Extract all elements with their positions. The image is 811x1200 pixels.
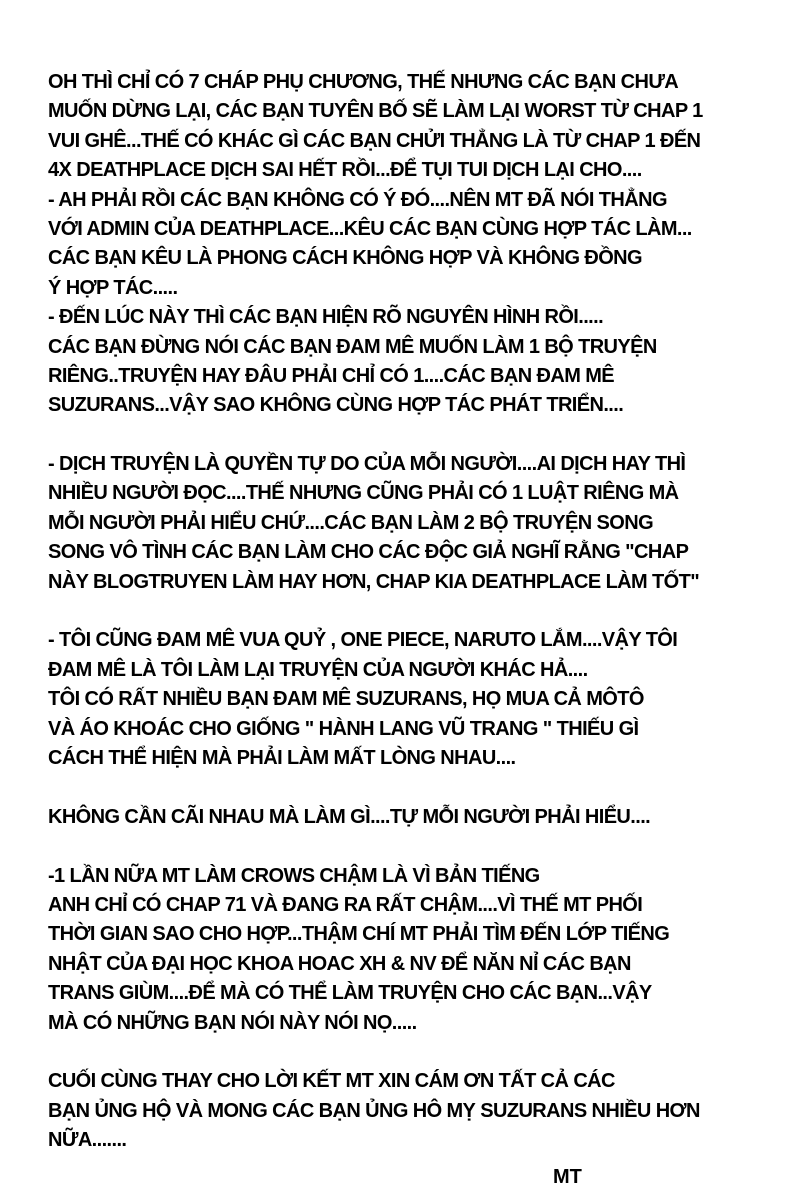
note-line: KHÔNG CẦN CÃI NHAU MÀ LÀM GÌ....TỰ MỖI NGƯỜI PHẢI HIỂU....: [48, 805, 651, 828]
note-line: CÁCH THỂ HIỆN MÀ PHẢI LÀM MẤT LÒNG NHAU....: [48, 746, 516, 769]
note-line: BẠN ỦNG HỘ VÀ MONG CÁC BẠN ỦNG HÔ MỴ SUZURANS NHIỀU HƠN: [48, 1099, 700, 1122]
note-line: TÔI CÓ RẤT NHIỀU BẠN ĐAM MÊ SUZURANS, HỌ MUA CẢ MÔTÔ: [48, 688, 644, 711]
note-line: VÀ ÁO KHOÁC CHO GIỐNG " HÀNH LANG VŨ TRANG " THIẾU GÌ: [48, 717, 639, 740]
note-line: RIÊNG..TRUYỆN HAY ĐÂU PHẢI CHỈ CÓ 1....CÁC BẠN ĐAM MÊ: [48, 364, 615, 387]
note-line: - DỊCH TRUYỆN LÀ QUYỀN TỰ DO CỦA MỖI NGƯỜI....AI DỊCH HAY THÌ: [48, 453, 686, 476]
note-line: SONG VÔ TÌNH CÁC BẠN LÀM CHO CÁC ĐỘC GIẢ NGHĨ RẰNG "CHAP: [48, 541, 689, 564]
translator-note: [48, 68, 811, 1155]
note-line: CÁC BẠN KÊU LÀ PHONG CÁCH KHÔNG HỢP VÀ KHÔNG ĐỒNG: [48, 247, 642, 270]
note-line: VỚI ADMIN CỦA DEATHPLACE...KÊU CÁC BẠN CÙNG HỢP TÁC LÀM...: [48, 217, 692, 240]
note-line: ĐAM MÊ LÀ TÔI LÀM LẠI TRUYỆN CỦA NGƯỜI KHÁC HẢ....: [48, 658, 588, 681]
note-line: - ĐẾN LÚC NÀY THÌ CÁC BẠN HIỆN RÕ NGUYÊN HÌNH RỒI.....: [48, 306, 604, 329]
note-line: [48, 832, 811, 861]
note-line: - AH PHẢI RỒI CÁC BẠN KHÔNG CÓ Ý ĐÓ....NÊN MT ĐÃ NÓI THẲNG: [48, 188, 667, 211]
note-line: SUZURANS...VẬY SAO KHÔNG CÙNG HỢP TÁC PHÁT TRIỂN....: [48, 394, 624, 417]
note-line: CÁC BẠN ĐỪNG NÓI CÁC BẠN ĐAM MÊ MUỐN LÀM 1 BỘ TRUYỆN: [48, 335, 657, 358]
note-line: NỮA.......: [48, 1129, 127, 1152]
signature: MT: [553, 1166, 582, 1188]
note-line: NÀY BLOGTRUYEN LÀM HAY HƠN, CHAP KIA DEATHPLACE LÀM TỐT": [48, 570, 700, 593]
note-line: MÀ CÓ NHỮNG BẠN NÓI NÀY NÓI NỌ.....: [48, 1011, 417, 1034]
note-line: TRANS GIÙM....ĐỂ MÀ CÓ THỂ LÀM TRUYỆN CHO CÁC BẠN...VẬY: [48, 982, 652, 1005]
note-line: MỖI NGƯỜI PHẢI HIỂU CHỨ....CÁC BẠN LÀM 2 BỘ TRUYỆN SONG: [48, 511, 654, 534]
note-line: [48, 1038, 811, 1067]
note-line: [48, 773, 811, 802]
note-line: ANH CHỈ CÓ CHAP 71 VÀ ĐANG RA RẤT CHẬM....VÌ THẾ MT PHỐI: [48, 893, 643, 916]
note-line: 4X DEATHPLACE DỊCH SAI HẾT RỒI...ĐỂ TỤI TUI DỊCH LẠI CHO....: [48, 159, 642, 182]
note-line: CUỐI CÙNG THAY CHO LỜI KẾT MT XIN CÁM ƠN TẤT CẢ CÁC: [48, 1070, 615, 1093]
note-line: THỜI GIAN SAO CHO HỢP...THẬM CHÍ MT PHẢI TÌM ĐẾN LỚP TIẾNG: [48, 923, 670, 946]
note-line: -1 LẦN NỮA MT LÀM CROWS CHẬM LÀ VÌ BẢN TIẾNG: [48, 864, 540, 887]
note-line: OH THÌ CHỈ CÓ 7 CHÁP PHỤ CHƯƠNG, THẾ NHƯNG CÁC BẠN CHƯA: [48, 71, 679, 93]
note-line: - TÔI CŨNG ĐAM MÊ VUA QUỶ , ONE PIECE, NARUTO LẮM....VẬY TÔI: [48, 629, 678, 652]
note-line: [48, 597, 811, 626]
note-line: Ý HỢP TÁC.....: [48, 276, 178, 299]
note-line: NHIỀU NGƯỜI ĐỌC....THẾ NHƯNG CŨNG PHẢI CÓ 1 LUẬT RIÊNG MÀ: [48, 482, 679, 505]
note-line: MUỐN DỪNG LẠI, CÁC BẠN TUYÊN BỐ SẼ LÀM LẠI WORST TỪ CHAP 1: [48, 100, 703, 123]
note-line: [48, 421, 811, 450]
note-line: VUI GHÊ...THẾ CÓ KHÁC GÌ CÁC BẠN CHỬI THẲNG LÀ TỪ CHAP 1 ĐẾN: [48, 129, 701, 152]
note-line: NHẬT CỦA ĐẠI HỌC KHOA HOAC XH & NV ĐỂ NĂN NỈ CÁC BẠN: [48, 952, 631, 975]
